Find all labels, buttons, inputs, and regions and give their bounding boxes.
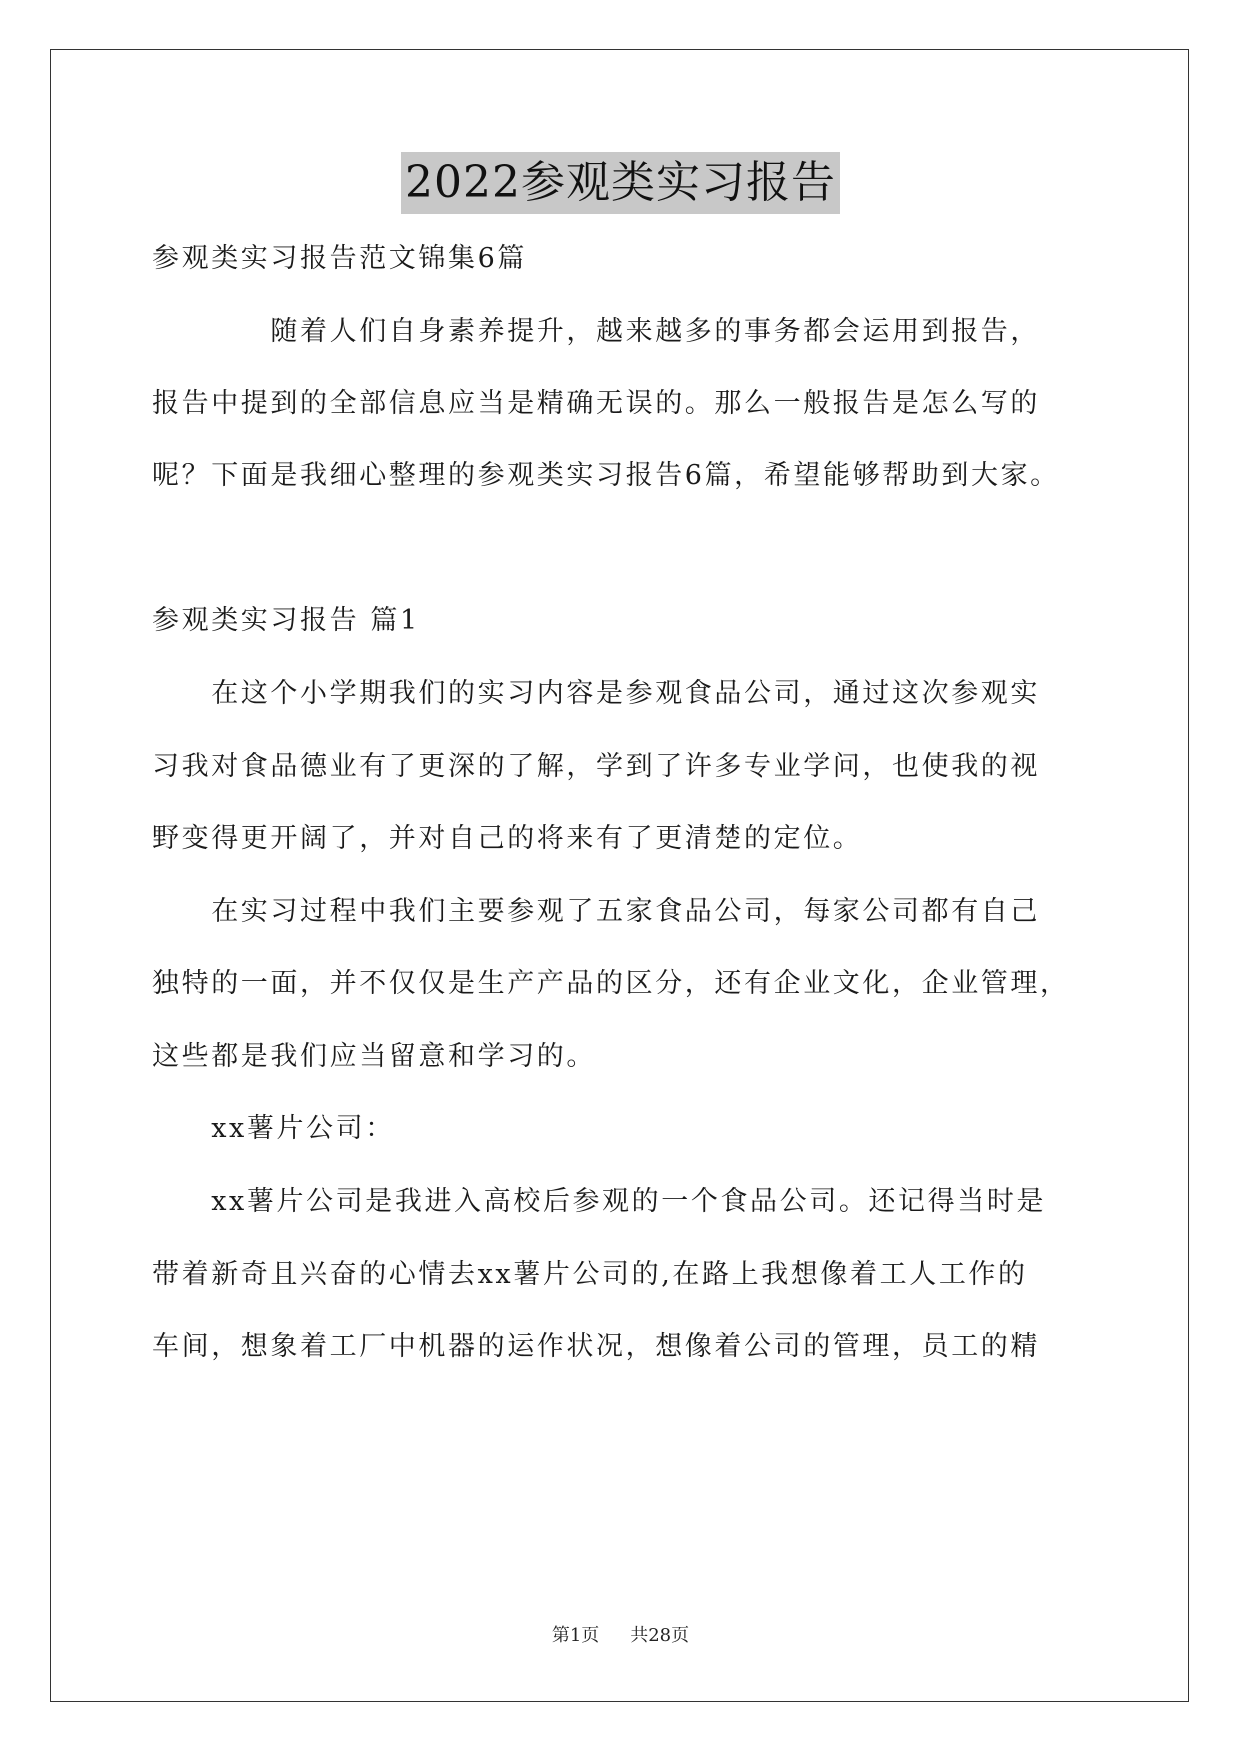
paragraph-line: 在实习过程中我们主要参观了五家食品公司，每家公司都有自己 — [152, 896, 1040, 927]
paragraph-line: 带着新奇且兴奋的心情去xx薯片公司的,在路上我想像着工人工作的 — [152, 1259, 1028, 1290]
document-title: 2022参观类实习报告 — [401, 152, 840, 214]
paragraph-line: 报告中提到的全部信息应当是精确无误的。那么一般报告是怎么写的 — [152, 388, 1040, 419]
page-number: 第1页 — [551, 1625, 600, 1646]
section-heading: 参观类实习报告 篇1 — [152, 605, 420, 636]
title-container — [0, 152, 1241, 214]
paragraph-line: 野变得更开阔了，并对自己的将来有了更清楚的定位。 — [152, 823, 863, 854]
paragraph-line: 习我对食品德业有了更深的了解，学到了许多专业学问，也使我的视 — [152, 751, 1040, 782]
paragraph-line: 随着人们自身素养提升，越来越多的事务都会运用到报告， — [152, 316, 1040, 347]
subtitle-line: 参观类实习报告范文锦集6篇 — [152, 243, 527, 274]
company-heading: xx薯片公司： — [152, 1113, 395, 1144]
page-footer — [0, 1624, 1241, 1648]
paragraph-line: 车间，想象着工厂中机器的运作状况，想像着公司的管理，员工的精 — [152, 1331, 1040, 1362]
paragraph-line: xx薯片公司是我进入高校后参观的一个食品公司。还记得当时是 — [152, 1186, 1047, 1217]
page-total: 共28页 — [630, 1625, 690, 1646]
paragraph-line: 独特的一面，并不仅仅是生产产品的区分，还有企业文化，企业管理， — [152, 968, 1070, 999]
paragraph-line: 呢？下面是我细心整理的参观类实习报告6篇，希望能够帮助到大家。 — [152, 460, 1060, 491]
page-border — [50, 49, 1189, 1702]
paragraph-line: 这些都是我们应当留意和学习的。 — [152, 1041, 596, 1072]
paragraph-line: 在这个小学期我们的实习内容是参观食品公司，通过这次参观实 — [152, 678, 1040, 709]
